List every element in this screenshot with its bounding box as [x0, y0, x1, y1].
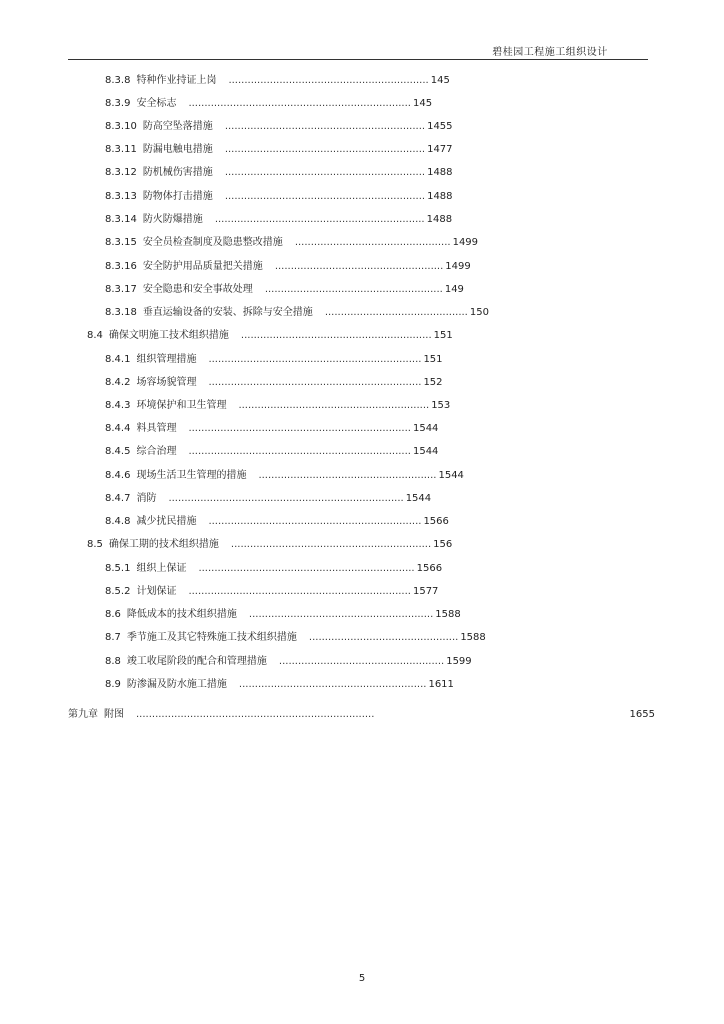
toc-section-title: 防物体打击措施 — [142, 191, 213, 202]
toc-section-number: 8.4.1 — [105, 354, 131, 365]
toc-entry[interactable] — [87, 329, 453, 343]
toc-page-number: 1488 — [427, 191, 453, 202]
toc-entry[interactable] — [105, 283, 464, 297]
toc-section-title: 季节施工及其它特殊施工技术组织措施 — [126, 632, 297, 643]
toc-section-title: 综合治理 — [136, 446, 177, 457]
toc-dot-leader: ................................................................... — [208, 354, 422, 365]
page-number: 5 — [358, 973, 366, 984]
toc-dot-leader: ............................................................... — [224, 191, 426, 202]
toc-section-number: 8.4.7 — [105, 493, 131, 504]
toc-section-number: 8.9 — [105, 679, 121, 690]
toc-page-number: 145 — [412, 98, 433, 109]
toc-page-number: 150 — [469, 307, 489, 318]
toc-entry[interactable] — [105, 120, 453, 134]
toc-section-number: 8.4.2 — [105, 377, 131, 388]
toc-page-number: 1544 — [412, 446, 439, 457]
toc-entry[interactable] — [105, 260, 471, 274]
toc-section-title: 料具管理 — [136, 423, 177, 434]
toc-section-number: 8.3.12 — [105, 167, 137, 178]
toc-page-number: 152 — [423, 377, 443, 388]
toc-section-title: 现场生活卫生管理的措施 — [136, 470, 247, 481]
toc-dot-leader: ............................................................... — [224, 144, 426, 155]
toc-page-number: 1499 — [452, 237, 479, 248]
toc-section-number: 8.3.15 — [105, 237, 137, 248]
toc-dot-leader: ...................................................................... — [188, 98, 411, 109]
toc-dot-leader: ...................................................................... — [188, 586, 411, 597]
toc-entry[interactable] — [105, 678, 454, 692]
toc-section-number: 8.4.6 — [105, 470, 131, 481]
toc-page-number: 1566 — [416, 563, 443, 574]
toc-section-title: 特种作业持证上岗 — [136, 75, 217, 86]
toc-dot-leader: .......................................................... — [248, 609, 434, 620]
toc-section-number: 第九章 — [68, 709, 98, 720]
toc-page-number: 1544 — [405, 493, 432, 504]
toc-page-number: 1488 — [426, 214, 453, 225]
toc-dot-leader: ............................................................... — [228, 75, 429, 86]
toc-page-number: 1566 — [423, 516, 449, 527]
toc-entry[interactable] — [105, 631, 486, 645]
toc-page-number: 149 — [444, 284, 464, 295]
toc-page-number: 1588 — [460, 632, 486, 643]
toc-section-number: 8.5 — [87, 539, 103, 550]
toc-dot-leader: .................................................................... — [198, 563, 415, 574]
toc-page-number: 151 — [433, 330, 453, 341]
toc-section-number: 8.3.9 — [105, 98, 131, 109]
toc-dot-leader: ..................................................... — [274, 261, 444, 272]
toc-entry[interactable] — [105, 515, 449, 529]
toc-dot-leader: ............................................... — [308, 632, 459, 643]
toc-section-number: 8.5.2 — [105, 586, 131, 597]
toc-page-number: 1577 — [412, 586, 439, 597]
toc-page-number: 1588 — [435, 609, 461, 620]
toc-entry[interactable] — [87, 538, 452, 552]
toc-section-title: 环境保护和卫生管理 — [136, 400, 227, 411]
toc-entry[interactable] — [105, 143, 453, 157]
toc-section-title: 防火防爆措施 — [142, 214, 203, 225]
toc-dot-leader: .................................................................. — [214, 214, 425, 225]
toc-dot-leader: ................................................................... — [208, 516, 422, 527]
toc-entry[interactable] — [105, 353, 443, 367]
toc-section-title: 安全防护用品质量把关措施 — [142, 261, 263, 272]
toc-section-number: 8.4 — [87, 330, 103, 341]
toc-entry[interactable] — [105, 376, 443, 390]
toc-dot-leader: ........................................................................... — [136, 709, 375, 720]
toc-page-number: 1611 — [428, 679, 454, 690]
toc-entry[interactable] — [105, 74, 450, 88]
toc-section-title: 确保工期的技术组织措施 — [108, 539, 219, 550]
toc-entry[interactable] — [105, 190, 453, 204]
toc-section-title: 降低成本的技术组织措施 — [126, 609, 237, 620]
toc-page-number: 1455 — [427, 121, 453, 132]
toc-section-number: 8.4.4 — [105, 423, 131, 434]
toc-section-title: 安全员检查制度及隐患整改措施 — [142, 237, 283, 248]
toc-page-number: 1499 — [445, 261, 471, 272]
toc-section-number: 8.3.17 — [105, 284, 137, 295]
toc-page-number: 1488 — [427, 167, 453, 178]
running-header-title: 碧桂园工程施工组织设计 — [492, 47, 608, 58]
toc-entry[interactable] — [105, 492, 431, 506]
toc-dot-leader: ............................................................... — [224, 167, 426, 178]
header-rule — [68, 59, 648, 60]
toc-page-number: 145 — [430, 75, 450, 86]
toc-section-number: 8.3.8 — [105, 75, 131, 86]
toc-entry[interactable] — [105, 469, 464, 483]
toc-section-title: 计划保证 — [136, 586, 177, 597]
toc-dot-leader: ............................................. — [324, 307, 468, 318]
toc-entry[interactable] — [105, 422, 438, 436]
toc-dot-leader: ........................................................ — [264, 284, 443, 295]
toc-entry[interactable] — [105, 236, 478, 250]
toc-dot-leader: ............................................................ — [238, 400, 430, 411]
toc-dot-leader: ...................................................................... — [188, 423, 411, 434]
toc-section-title: 确保文明施工技术组织措施 — [108, 330, 229, 341]
toc-entry[interactable] — [105, 213, 452, 227]
toc-section-number: 8.4.3 — [105, 400, 131, 411]
toc-section-number: 8.5.1 — [105, 563, 131, 574]
toc-entry[interactable] — [105, 399, 450, 413]
toc-dot-leader: ........................................................... — [238, 679, 427, 690]
toc-section-title: 防漏电触电措施 — [142, 144, 213, 155]
toc-section-number: 8.3.14 — [105, 214, 137, 225]
toc-page-number: 1544 — [412, 423, 439, 434]
toc-page-number: 1655 — [629, 709, 655, 720]
toc-section-number: 8.3.16 — [105, 261, 137, 272]
toc-section-title: 消防 — [136, 493, 157, 504]
toc-section-title: 防高空坠落措施 — [142, 121, 213, 132]
toc-section-title: 组织上保证 — [136, 563, 187, 574]
toc-dot-leader: ............................................................... — [230, 539, 432, 550]
toc-dot-leader: ............................................................... — [224, 121, 426, 132]
toc-section-number: 8.8 — [105, 656, 121, 667]
toc-section-number: 8.7 — [105, 632, 121, 643]
toc-page-number: 1477 — [427, 144, 453, 155]
toc-section-number: 8.6 — [105, 609, 121, 620]
toc-section-number: 8.4.8 — [105, 516, 131, 527]
toc-dot-leader: .................................................... — [278, 656, 445, 667]
toc-entry[interactable] — [105, 585, 438, 599]
toc-section-title: 防渗漏及防水施工措施 — [126, 679, 227, 690]
toc-dot-leader: .......................................................................... — [168, 493, 404, 504]
toc-entry[interactable] — [68, 708, 655, 722]
toc-section-number: 8.3.13 — [105, 191, 137, 202]
toc-dot-leader: ............................................................ — [240, 330, 432, 341]
toc-section-title: 安全标志 — [136, 98, 177, 109]
toc-entry[interactable] — [105, 562, 442, 576]
toc-entry[interactable] — [105, 445, 438, 459]
toc-entry[interactable] — [105, 166, 453, 180]
toc-entry[interactable] — [105, 97, 432, 111]
toc-section-title: 组织管理措施 — [136, 354, 197, 365]
toc-section-title: 安全隐患和安全事故处理 — [142, 284, 253, 295]
toc-section-number: 8.3.18 — [105, 307, 137, 318]
toc-section-number: 8.4.5 — [105, 446, 131, 457]
toc-dot-leader: ................................................................... — [208, 377, 422, 388]
toc-dot-leader: ........................................................ — [258, 470, 437, 481]
toc-dot-leader: ................................................. — [294, 237, 451, 248]
toc-section-title: 场容场貌管理 — [136, 377, 197, 388]
toc-entry[interactable] — [105, 306, 489, 320]
toc-section-title: 减少扰民措施 — [136, 516, 197, 527]
toc-section-title: 垂直运输设备的安装、拆除与安全措施 — [142, 307, 313, 318]
toc-page-number: 151 — [423, 354, 443, 365]
toc-section-title: 附图 — [104, 709, 124, 720]
toc-section-number: 8.3.10 — [105, 121, 137, 132]
toc-page-number: 1599 — [446, 656, 472, 667]
toc-section-number: 8.3.11 — [105, 144, 137, 155]
toc-page-number: 1544 — [438, 470, 464, 481]
toc-page-number: 153 — [431, 400, 451, 411]
toc-page-number: 156 — [433, 539, 453, 550]
toc-dot-leader: ...................................................................... — [188, 446, 411, 457]
toc-entry[interactable] — [105, 608, 461, 622]
toc-entry[interactable] — [105, 655, 472, 669]
toc-section-title: 竣工收尾阶段的配合和管理措施 — [126, 656, 267, 667]
toc-section-title: 防机械伤害措施 — [142, 167, 213, 178]
